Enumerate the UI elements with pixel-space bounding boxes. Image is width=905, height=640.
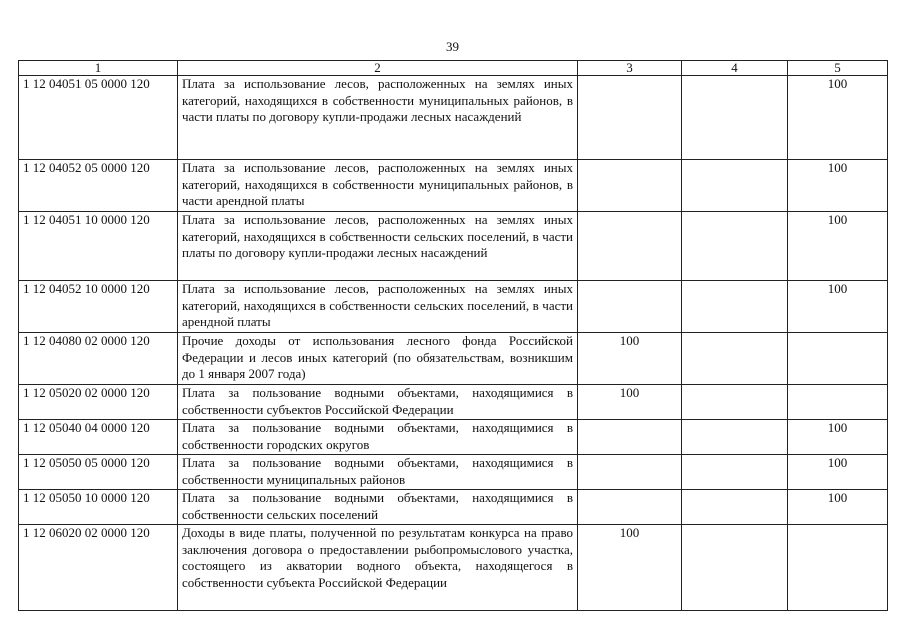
- column-header: 3: [578, 61, 682, 76]
- column-5-value-cell: [788, 385, 888, 420]
- revenue-description-cell: Прочие доходы от использования лесного фонда Российской Федерации и лесов иных категорий (по обязательствам, возникшим до 1 января 2007 года): [178, 333, 578, 385]
- revenue-code-cell: 1 12 05020 02 0000 120: [19, 385, 178, 420]
- revenue-description-cell: Плата за пользование водными объектами, находящимися в собственности муниципальных районов: [178, 455, 578, 490]
- revenue-code-cell: 1 12 04080 02 0000 120: [19, 333, 178, 385]
- table-row: [19, 385, 888, 420]
- column-5-value-cell: 100: [788, 76, 888, 160]
- column-number-header-row: [19, 61, 888, 76]
- column-3-value-cell: [578, 490, 682, 525]
- column-5-value-cell: 100: [788, 160, 888, 212]
- column-3-value-cell: [578, 420, 682, 455]
- column-4-value-cell: [682, 76, 788, 160]
- column-5-value-cell: 100: [788, 455, 888, 490]
- revenue-code-cell: 1 12 06020 02 0000 120: [19, 525, 178, 611]
- column-3-value-cell: 100: [578, 525, 682, 611]
- column-4-value-cell: [682, 281, 788, 333]
- column-3-value-cell: 100: [578, 385, 682, 420]
- table-row: [19, 212, 888, 281]
- table-row: [19, 420, 888, 455]
- column-header: 4: [682, 61, 788, 76]
- column-4-value-cell: [682, 490, 788, 525]
- column-3-value-cell: [578, 160, 682, 212]
- table-row: [19, 281, 888, 333]
- column-4-value-cell: [682, 420, 788, 455]
- column-header: 5: [788, 61, 888, 76]
- revenue-code-cell: 1 12 05050 10 0000 120: [19, 490, 178, 525]
- table-row: [19, 525, 888, 611]
- table-row: [19, 160, 888, 212]
- revenue-code-cell: 1 12 04051 05 0000 120: [19, 76, 178, 160]
- column-4-value-cell: [682, 385, 788, 420]
- column-4-value-cell: [682, 525, 788, 611]
- column-3-value-cell: 100: [578, 333, 682, 385]
- revenue-description-cell: Плата за пользование водными объектами, находящимися в собственности сельских поселений: [178, 490, 578, 525]
- column-5-value-cell: 100: [788, 281, 888, 333]
- revenue-description-cell: Плата за использование лесов, расположенных на землях иных категорий, находящихся в собственности муниципальных районов, в части арендной платы: [178, 160, 578, 212]
- revenue-description-cell: Плата за пользование водными объектами, находящимися в собственности субъектов Российской Федерации: [178, 385, 578, 420]
- revenue-description-cell: Плата за использование лесов, расположенных на землях иных категорий, находящихся в собственности сельских поселений, в части арендной платы: [178, 281, 578, 333]
- column-3-value-cell: [578, 212, 682, 281]
- revenue-code-cell: 1 12 04052 10 0000 120: [19, 281, 178, 333]
- page-number: 39: [446, 39, 459, 54]
- column-5-value-cell: [788, 333, 888, 385]
- revenue-classification-table: [18, 60, 888, 611]
- column-4-value-cell: [682, 455, 788, 490]
- revenue-code-cell: 1 12 05040 04 0000 120: [19, 420, 178, 455]
- revenue-code-cell: 1 12 04051 10 0000 120: [19, 212, 178, 281]
- revenue-description-cell: Плата за использование лесов, расположенных на землях иных категорий, находящихся в собственности муниципальных районов, в части платы по договору купли-продажи лесных насаждений: [178, 76, 578, 160]
- column-3-value-cell: [578, 281, 682, 333]
- column-4-value-cell: [682, 212, 788, 281]
- column-5-value-cell: 100: [788, 212, 888, 281]
- revenue-description-cell: Плата за пользование водными объектами, находящимися в собственности городских округов: [178, 420, 578, 455]
- table-row: [19, 490, 888, 525]
- column-5-value-cell: [788, 525, 888, 611]
- column-4-value-cell: [682, 333, 788, 385]
- table-row: [19, 333, 888, 385]
- revenue-description-cell: Плата за использование лесов, расположенных на землях иных категорий, находящихся в собственности сельских поселений, в части платы по договору купли-продажи лесных насаждений: [178, 212, 578, 281]
- revenue-description-cell: Доходы в виде платы, полученной по результатам конкурса на право заключения договора о предоставлении рыбопромыслового участка, состоящего из акватории водного объекта, находящегося в собственности субъекта Российской Федерации: [178, 525, 578, 611]
- revenue-code-cell: 1 12 05050 05 0000 120: [19, 455, 178, 490]
- column-header: 1: [19, 61, 178, 76]
- column-3-value-cell: [578, 76, 682, 160]
- column-5-value-cell: 100: [788, 420, 888, 455]
- column-3-value-cell: [578, 455, 682, 490]
- column-header: 2: [178, 61, 578, 76]
- column-5-value-cell: 100: [788, 490, 888, 525]
- column-4-value-cell: [682, 160, 788, 212]
- table-row: [19, 76, 888, 160]
- revenue-code-cell: 1 12 04052 05 0000 120: [19, 160, 178, 212]
- table-row: [19, 455, 888, 490]
